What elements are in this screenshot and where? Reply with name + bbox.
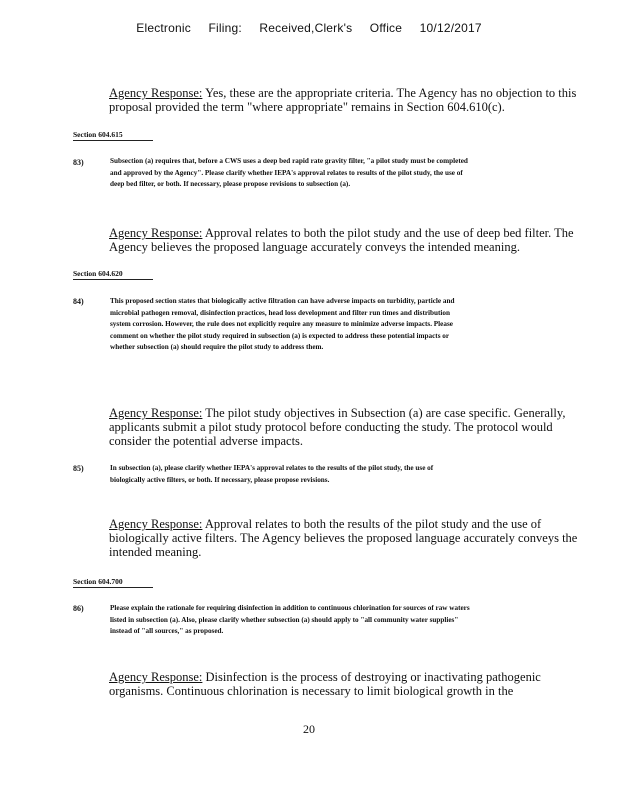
question-number-83: 83) bbox=[73, 158, 84, 167]
section-heading-604-620: Section 604.620 bbox=[73, 269, 123, 278]
page-number: 20 bbox=[303, 722, 315, 736]
question-85-text: In subsection (a), please clarify whether IEPA's approval relates to the results of the pilot study, the use of biologically active filters, or both. If necessary, please propose revisions. bbox=[110, 464, 434, 484]
response-86: Agency Response: Disinfection is the process of destroying or inactivating pathogenic organisms. Continuous chlorination is necessary to limit biological growth in the bbox=[109, 670, 541, 698]
response-label: Agency Response: bbox=[109, 670, 203, 684]
response-label: Agency Response: bbox=[109, 406, 203, 420]
response-label: Agency Response: bbox=[109, 517, 203, 531]
question-86-text: Please explain the rationale for requiring disinfection in addition to continuous chlorination for sources of raw waters listed in subsection (a). Also, please clarify whether subsection (a) should apply to "all community water supplies" instead of "all sources," as proposed. bbox=[110, 604, 470, 635]
filing-header: Electronic Filing: Received,Clerk's Office 10/12/2017 bbox=[136, 21, 482, 35]
question-number-85: 85) bbox=[73, 464, 84, 473]
response-label: Agency Response: bbox=[109, 226, 203, 240]
section-heading-604-615: Section 604.615 bbox=[73, 130, 123, 139]
response-83: Agency Response: Approval relates to both the pilot study and the use of deep bed filter. The Agency believes the proposed language accurately conveys the intended meaning. bbox=[109, 226, 574, 254]
question-84-text: This proposed section states that biologically active filtration can have adverse impacts on turbidity, particle and microbial pathogen removal, disinfection practices, head loss development and filter run times and distribution system corrosion. However, the rule does not explicitly require any measure to minimize adverse impacts. Please comment on whether the pilot study required in subsection (a) is expected to address these potential impacts or whether subsection (a) should require the pilot study to address them. bbox=[110, 297, 455, 351]
response-84: Agency Response: The pilot study objectives in Subsection (a) are case specific. Generally, applicants submit a pilot study protocol before conducting the study. The protocol would consider the potential adverse impacts. bbox=[109, 406, 566, 448]
section-heading-604-700: Section 604.700 bbox=[73, 577, 123, 586]
response-82: Agency Response: Yes, these are the appropriate criteria. The Agency has no objection to this proposal provided the term "where appropriate" remains in Section 604.610(c). bbox=[109, 86, 577, 114]
response-label: Agency Response: bbox=[109, 86, 203, 100]
question-83-text: Subsection (a) requires that, before a CWS uses a deep bed rapid rate gravity filter, "a pilot study must be completed and approved by the Agency". Please clarify whether IEPA's approval relates to results of the pilot study, the use of deep bed filter, or both. If necessary, please propose revisions to subsection (a). bbox=[110, 157, 468, 188]
response-85: Agency Response: Approval relates to both the results of the pilot study and the use of biologically active filters. The Agency believes the proposed language accurately conveys the intended meaning. bbox=[109, 517, 578, 559]
question-number-84: 84) bbox=[73, 297, 84, 306]
question-number-86: 86) bbox=[73, 604, 84, 613]
